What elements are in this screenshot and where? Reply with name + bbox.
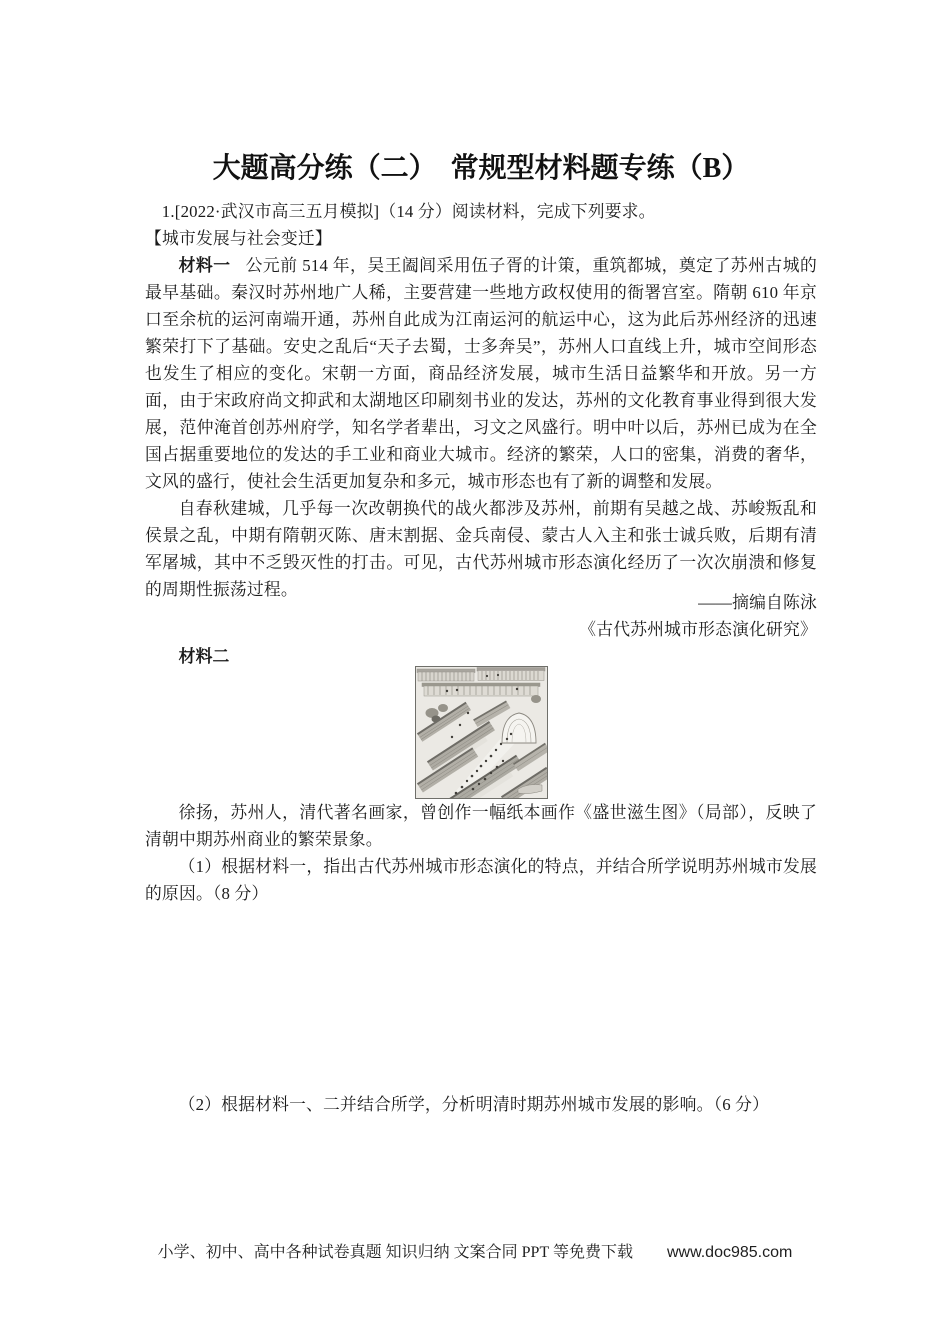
page-content [145, 152, 817, 1118]
sub-question-2: （2）根据材料一、二并结合所学，分析明清时期苏州城市发展的影响。（6 分） [178, 1095, 770, 1114]
source-book-title: 《古代苏州城市形态演化研究》 [579, 620, 817, 639]
sub-question-1: （1）根据材料一，指出古代苏州城市形态演化的特点，并结合所学说明苏州城市发展的原因。（8 分） [145, 857, 817, 903]
footer-promo-text: 小学、初中、高中各种试卷真题 知识归纳 文案合同 PPT 等免费下载 [157, 1244, 633, 1261]
material1-text-1: 公元前 514 年，吴王阖闾采用伍子胥的计策，重筑都城，奠定了苏州古城的最早基础。秦汉时苏州地广人稀，主要营建一些地方政权使用的衙署宫室。隋朝 610 年京口至余杭的运河南端开通，苏州自此成为江南运河的航运中心，这为此后苏州经济的迅速繁荣打下了基础。安史之乱后“天子去蜀，士多奔吴”，苏州人口直线上升，城市空间形态也发生了相应的变化。宋朝一方面，商品经济发展，城市生活日益繁华和开放。另一方面，由于宋政府尚文抑武和太湖地区印刷刻书业的发达，苏州的文化教育事业得到很大发展，范仲淹首创苏州府学，知名学者辈出，习文之风盛行。明中叶以后，苏州已成为在全国占据重要地位的发达的手工业和商业大城市。经济的繁荣，人口的密集，消费的奢华，文风的盛行，使社会生活更加复杂和多元，城市形态也有了新的调整和发展。 [145, 256, 817, 491]
shengshi-zisheng-painting-image [415, 666, 548, 799]
question-intro: 1.[2022·武汉市高三五月模拟]（14 分）阅读材料，完成下列要求。 [161, 202, 656, 221]
page-footer [0, 1240, 950, 1266]
material1-paragraph-2: 自春秋建城，几乎每一次改朝换代的战火都涉及苏州，前期有吴越之战、苏峻叛乱和侯景之乱，中期有隋朝灭陈、唐末割据、金兵南侵、蒙古人入主和张士诚兵败，后期有清军屠城，其中不乏毁灭性的打击。可见，古代苏州城市形态演化经历了一次次崩溃和修复的周期性振荡过程。 [145, 499, 817, 599]
material1-paragraph-1 [145, 252, 817, 495]
material1-label: 材料一 [178, 256, 231, 275]
question-topic: 【城市发展与社会变迁】 [145, 229, 332, 248]
source-author: ——摘编自陈泳 [698, 593, 817, 612]
footer-site-link[interactable]: www.doc985.com [666, 1244, 793, 1261]
figure-container [415, 666, 548, 799]
page-title: 大题高分练（二） 常规型材料题专练（B） [212, 153, 750, 184]
material2-label: 材料二 [178, 647, 230, 666]
material2-caption: 徐扬，苏州人，清代著名画家，曾创作一幅纸本画作《盛世滋生图》（局部），反映了清朝中期苏州商业的繁荣景象。 [145, 803, 817, 849]
